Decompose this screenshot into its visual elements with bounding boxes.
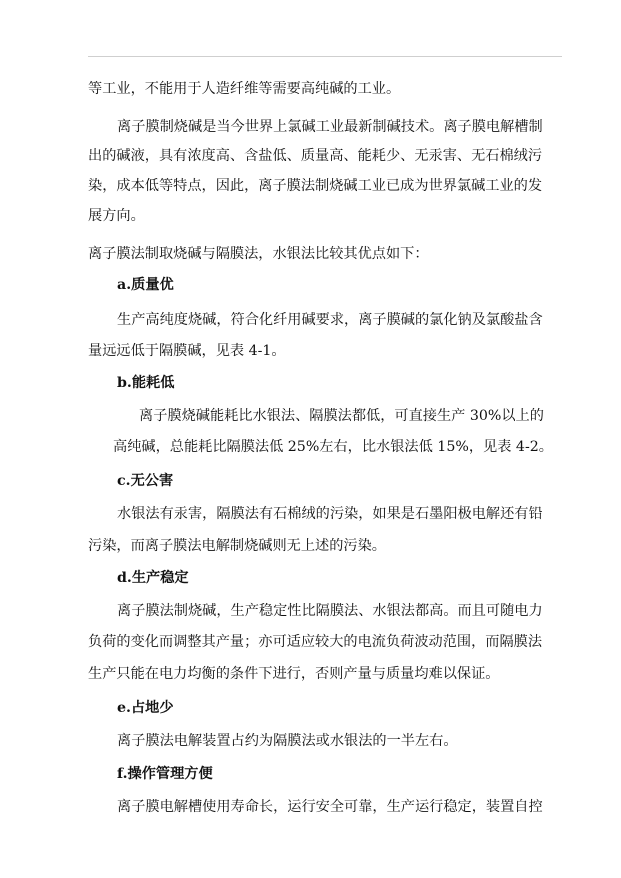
paragraph-line: 生产高纯度烧碱，符合化纤用碱要求，离子膜碱的氯化钠及氯酸盐含 — [117, 312, 543, 328]
paragraph-line: 离子膜法制烧碱，生产稳定性比隔膜法、水银法都高。而且可随电力 — [117, 603, 543, 619]
section-heading-f: f.操作管理方便 — [117, 766, 213, 782]
section-heading-d: d.生产稳定 — [117, 570, 189, 586]
paragraph-line: 等工业，不能用于人造纤维等需要高纯碱的工业。 — [88, 81, 401, 97]
paragraph-line: 出的碱液，具有浓度高、含盐低、质量高、能耗少、无汞害、无石棉绒污 — [88, 148, 543, 164]
paragraph-line: 染，成本低等特点，因此，离子膜法制烧碱工业已成为世界氯碱工业的发 — [88, 178, 543, 194]
paragraph-line: 高纯碱，总能耗比隔膜法低 25%左右，比水银法低 15%，见表 4-2。 — [113, 439, 553, 455]
paragraph-line: 生产只能在电力均衡的条件下进行，否则产量与质量均难以保证。 — [88, 666, 500, 682]
section-heading-c: c.无公害 — [117, 473, 174, 489]
paragraph-line: 离子膜烧碱能耗比水银法、隔膜法都低，可直接生产 30%以上的 — [139, 408, 544, 424]
paragraph-line: 展方向。 — [88, 208, 145, 224]
section-heading-b: b.能耗低 — [117, 375, 175, 391]
paragraph-line: 离子膜电解槽使用寿命长，运行安全可靠，生产运行稳定，装置自控 — [117, 799, 543, 815]
section-heading-e: e.占地少 — [117, 700, 174, 716]
paragraph-line: 离子膜制烧碱是当今世界上氯碱工业最新制碱技术。离子膜电解槽制 — [117, 119, 543, 135]
section-heading-a: a.质量优 — [117, 277, 174, 293]
paragraph-line: 水银法有汞害，隔膜法有石棉绒的污染，如果是石墨阳极电解还有铅 — [117, 506, 543, 522]
header-rule — [88, 56, 562, 57]
paragraph-line: 离子膜法电解装置占约为隔膜法或水银法的一半左右。 — [117, 733, 458, 749]
paragraph-line: 量远远低于隔膜碱，见表 4-1。 — [88, 343, 286, 359]
paragraph-line: 离子膜法制取烧碱与隔膜法，水银法比较其优点如下： — [88, 246, 429, 262]
paragraph-line: 污染，而离子膜法电解制烧碱则无上述的污染。 — [88, 538, 386, 554]
paragraph-line: 负荷的变化而调整其产量；亦可适应较大的电流负荷波动范围，而隔膜法 — [88, 634, 543, 650]
